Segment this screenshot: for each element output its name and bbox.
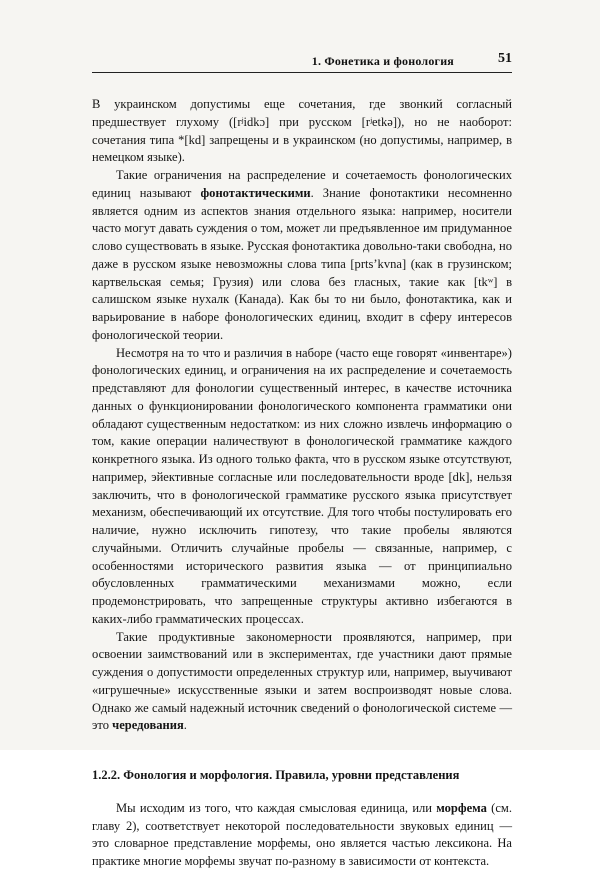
term-morpheme: морфема (436, 800, 487, 815)
heading-spacer (92, 785, 512, 800)
paragraph-text: Мы исходим из того, что каждая смысловая единица, или (116, 800, 437, 815)
paragraph-2 (92, 167, 512, 345)
section-spacer (92, 735, 512, 751)
section-spacer (92, 751, 512, 767)
page-body (92, 96, 512, 871)
paragraph-text: Такие продуктивные закономерности проявляются, например, при освоении заимствований или в экспериментах, где участники дают прямые суждения о допустимости определенных структур или, например, выучивают «игрушечные» искусственные языки и затем воспроизводят новые слова. Однако же самый надежный источник сведений о фонологической системе — это (92, 629, 512, 733)
term-phonotactic: фонотактическими (200, 185, 311, 200)
paragraph-text: (см. главу 2), соответствует некоторой последовательности звуковых единиц — это словарное представление морфемы, оно является частью лексикона. На практике многие морфемы звучат по-разному в зависимости от контекста. (92, 800, 512, 868)
paragraph-text: . (183, 718, 187, 733)
paragraph-1 (92, 96, 512, 167)
running-head: 1. Фонетика и фонология (311, 54, 454, 68)
page-header (92, 44, 512, 73)
paragraph-text: В украинском допустимы еще сочетания, где звонкий согласный предшествует глухому ([rʲidkɔ] при русском [rʲetkə]), но не наоборот: сочетания типа *[kd] запрещены и в украинском (но допустимы, например, в немецком языке). (92, 97, 512, 165)
paragraph-text: . Знание фонотактики несомненно является одним из аспектов знания отдельного языка: например, носители часто могут давать суждения о том, может ли предъявленное им придуманное слово существовать в языке. Русская фонотактика довольно-таки свободна, но даже в русском языке невозможны слова типа [prtsʼkvna] (как в грузинском; картвельская семья; Грузия) или слова без гласных, такие как [tkʷ] в салишском языке нухалк (Канада). Как бы то ни было, фонотактика, как и варьирование в наборе фонологических единиц, входит в сферу интересов фонологической теории. (92, 185, 513, 342)
page-number: 51 (498, 51, 512, 66)
paragraph-text: Такие ограничения на распределение и сочетаемость фонологических единиц называют (92, 168, 512, 200)
section-heading: 1.2.2. Фонология и морфология. Правила, уровни представления (92, 768, 460, 782)
section-paragraph (92, 800, 512, 871)
paragraph-text: Несмотря на то что и различия в наборе (часто еще говорят «инвентаре») фонологических единиц, и ограничения на их распределение и сочетаемость представляют для фонологии существенный интерес, в качестве источника данных о функционировании фонологического компонента грамматики они обладают существенным недостатком: из них сложно извлечь информацию о том, какие операции наличествуют в фонологической грамматике каждого конкретного языка. Из одного только факта, что в русском языке отсутствуют, например, эйективные согласные или последовательности вроде [dk], нельзя заключить, что в фонологической грамматике русского языка присутствует механизм, обеспечивающий их отсутствие. Для того чтобы постулировать его наличие, нужно исключить гипотезу, что такие пробелы являются случайными. Отличить случайные пробелы — связанные, например, с особенностями исторического развития языка — от принципиально обусловленных грамматическими механизмами можно, если продемонстрировать, что запрещенные структуры активно избегаются в каких-либо грамматических процессах. (92, 345, 512, 626)
term-alternations: чередования (112, 718, 184, 733)
paragraph-4 (92, 629, 512, 736)
paragraph-3 (92, 345, 512, 629)
